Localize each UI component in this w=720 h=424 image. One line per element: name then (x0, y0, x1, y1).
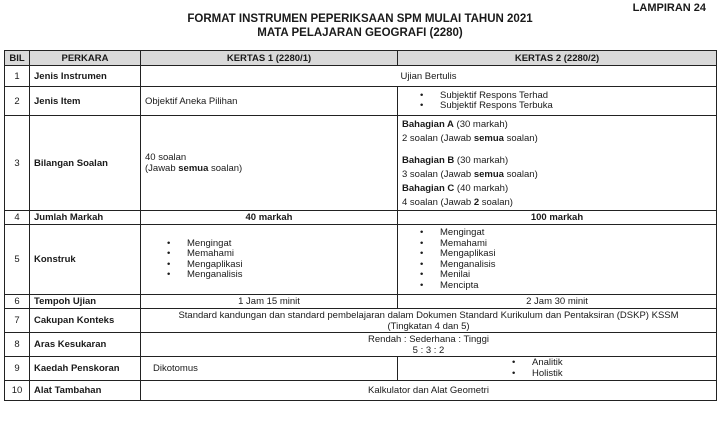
list-item: • Mengaplikasi (440, 249, 712, 260)
row-number: 4 (5, 211, 30, 225)
list-item: • Mencipta (440, 281, 712, 292)
bilangan-soalan-k1 (141, 116, 398, 211)
list-item: • Mengingat (440, 228, 712, 239)
header-perkara: PERKARA (30, 51, 141, 66)
jumlah-markah-k2: 100 markah (398, 211, 717, 225)
kaedah-penskoran-k1: Dikotomus (141, 357, 398, 381)
kaedah-penskoran-k2 (398, 357, 717, 381)
table-row (5, 309, 717, 333)
row-number: 10 (5, 381, 30, 401)
list-item: • Memahami (187, 249, 393, 260)
row-label: Jenis Item (30, 87, 141, 116)
header-kertas-1: KERTAS 1 (2280/1) (141, 51, 398, 66)
table-row (5, 116, 717, 211)
table-row (5, 295, 717, 309)
row-number: 7 (5, 309, 30, 333)
jumlah-markah-k1: 40 markah (141, 211, 398, 225)
k1-question-count: 40 soalan (145, 152, 187, 163)
list-item: • Holistik (532, 369, 712, 380)
appendix-label: LAMPIRAN 24 (632, 2, 706, 14)
tempoh-ujian-k1: 1 Jam 15 minit (141, 295, 398, 309)
row-label: Kaedah Penskoran (30, 357, 141, 381)
section-c-detail: 4 soalan (Jawab 2 soalan) (402, 196, 513, 208)
table-row (5, 66, 717, 87)
cakupan-konteks-value: Standard kandungan dan standard pembelajaran dalam Dokumen Standard Kurikulum dan Pentaksiran (DSKP) KSSM (Tingkatan 4 dan 5) (141, 309, 717, 333)
row-number: 3 (5, 116, 30, 211)
section-c: Bahagian C (40 markah) (402, 182, 509, 194)
list-item: • Mengaplikasi (187, 260, 393, 271)
header-kertas-2: KERTAS 2 (2280/2) (398, 51, 717, 66)
row-label: Alat Tambahan (30, 381, 141, 401)
aras-kesukaran-value: Rendah : Sederhana : Tinggi 5 : 3 : 2 (141, 333, 717, 357)
jenis-item-k1: Objektif Aneka Pilihan (141, 87, 398, 116)
row-label: Jenis Instrumen (30, 66, 141, 87)
list-item: • Menilai (440, 270, 712, 281)
section-b: Bahagian B (30 markah) (402, 154, 509, 166)
row-number: 8 (5, 333, 30, 357)
table-row (5, 211, 717, 225)
bilangan-soalan-k2 (398, 116, 717, 211)
list-item: • Subjektif Respons Terhad (440, 91, 712, 102)
jenis-instrumen-value: Ujian Bertulis (141, 66, 717, 87)
jenis-item-k2 (398, 87, 717, 116)
list-item: • Memahami (440, 239, 712, 250)
list-item: • Mengingat (187, 239, 393, 250)
row-label: Jumlah Markah (30, 211, 141, 225)
row-number: 6 (5, 295, 30, 309)
konstruk-k2 (398, 225, 717, 295)
alat-tambahan-value: Kalkulator dan Alat Geometri (141, 381, 717, 401)
table-header-row (5, 51, 717, 66)
list-item: • Subjektif Respons Terbuka (440, 101, 712, 112)
row-label: Cakupan Konteks (30, 309, 141, 333)
table-row (5, 87, 717, 116)
row-number: 2 (5, 87, 30, 116)
list-item: • Analitik (532, 358, 712, 369)
table-row (5, 381, 717, 401)
header-bil: BIL (5, 51, 30, 66)
row-number: 1 (5, 66, 30, 87)
list-item: • Menganalisis (440, 260, 712, 271)
format-table (4, 50, 717, 401)
section-a: Bahagian A (30 markah) (402, 118, 508, 130)
table-row (5, 357, 717, 381)
konstruk-k1 (141, 225, 398, 295)
k1-answer-instruction: (Jawab semua soalan) (145, 163, 243, 174)
table-row (5, 225, 717, 295)
table-row (5, 333, 717, 357)
document-subtitle: MATA PELAJARAN GEOGRAFI (2280) (257, 27, 463, 39)
row-label: Bilangan Soalan (30, 116, 141, 211)
document-title: FORMAT INSTRUMEN PEPERIKSAAN SPM MULAI TAHUN 2021 (187, 13, 533, 25)
row-label: Aras Kesukaran (30, 333, 141, 357)
tempoh-ujian-k2: 2 Jam 30 minit (398, 295, 717, 309)
list-item: • Menganalisis (187, 270, 393, 281)
row-number: 5 (5, 225, 30, 295)
row-label: Konstruk (30, 225, 141, 295)
section-a-detail: 2 soalan (Jawab semua soalan) (402, 132, 538, 144)
section-b-detail: 3 soalan (Jawab semua soalan) (402, 168, 538, 180)
row-label: Tempoh Ujian (30, 295, 141, 309)
row-number: 9 (5, 357, 30, 381)
